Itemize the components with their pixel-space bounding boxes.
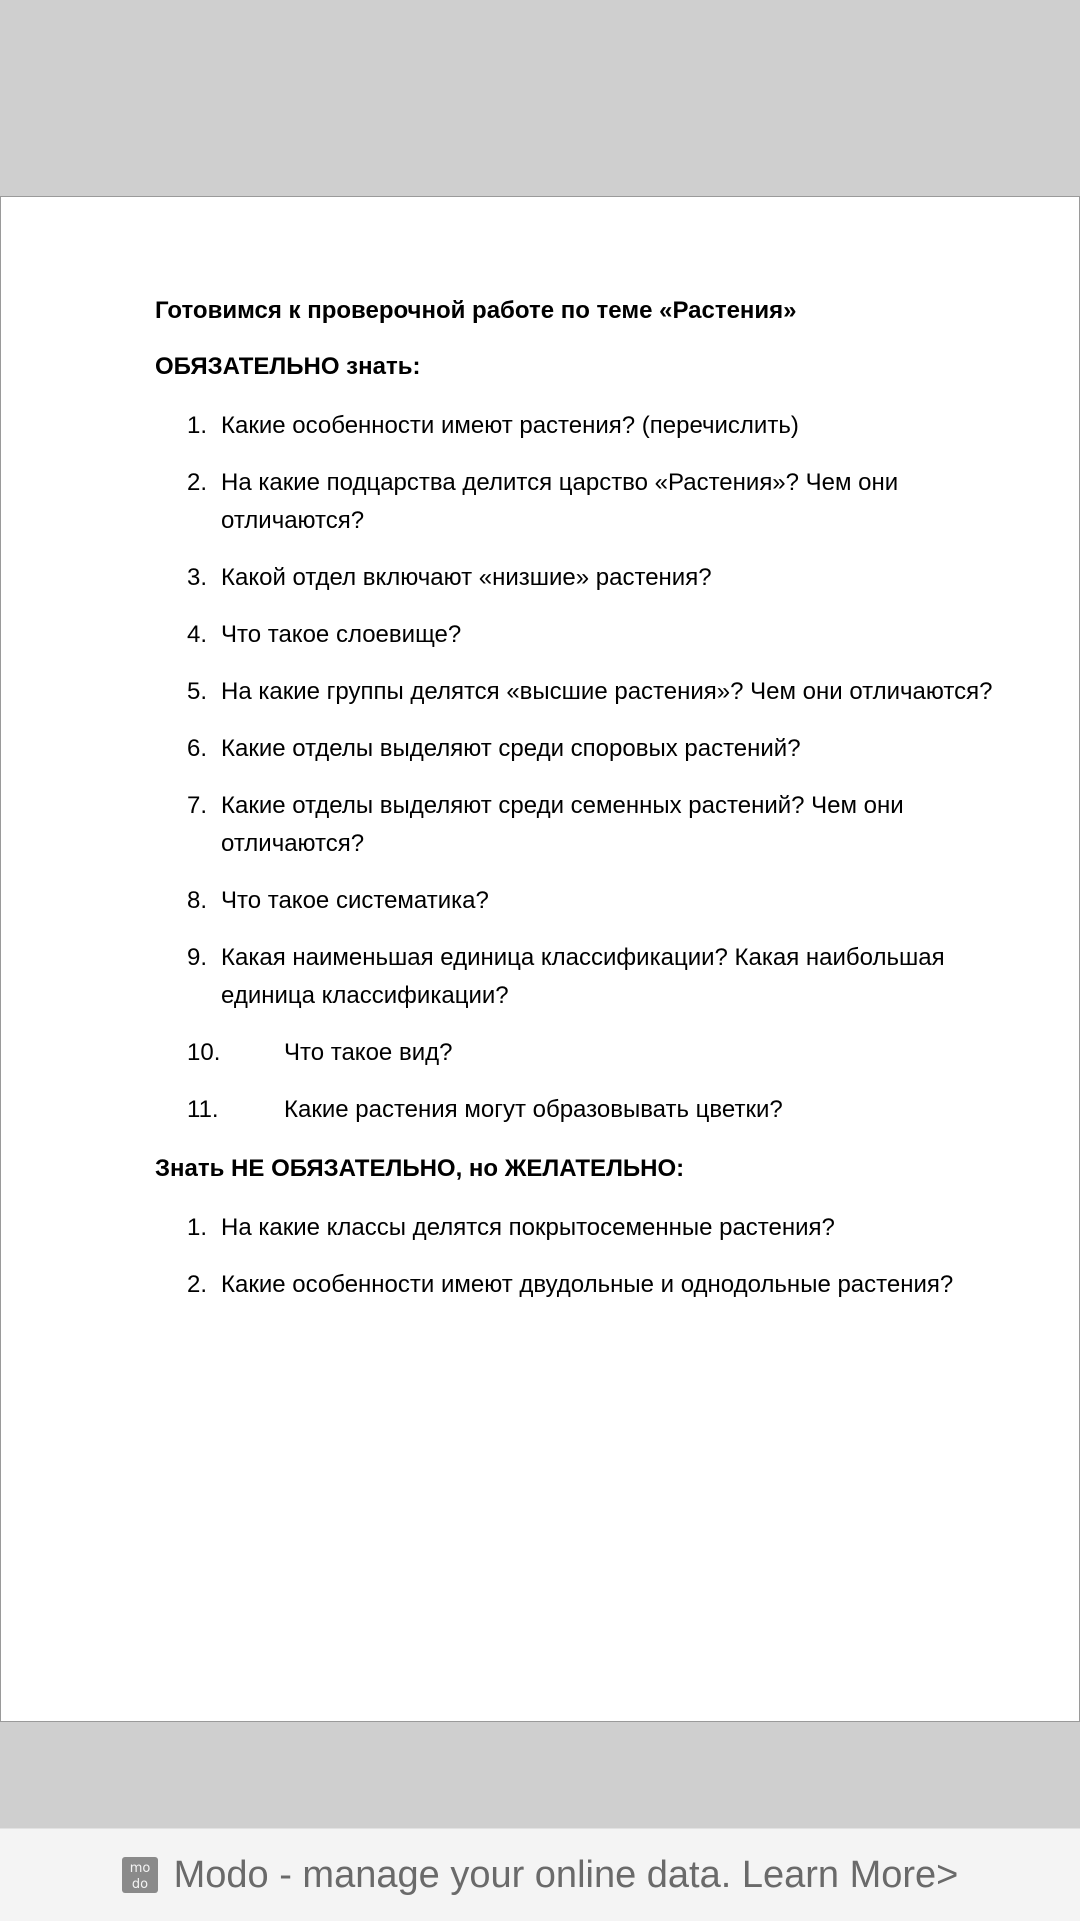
list-item-number: 2.	[187, 1271, 208, 1298]
list-item-text: Какой отдел включают «низшие» растения?	[221, 564, 712, 591]
list-item	[155, 882, 1015, 920]
list-item	[155, 673, 1015, 711]
list-item-text: Какие отделы выделяют среди споровых растений?	[221, 735, 801, 762]
list-item	[155, 787, 1015, 863]
required-list	[155, 407, 1015, 1129]
list-item-text: Какая наименьшая единица классификации? Какая наибольшая единица классификации?	[221, 944, 945, 1009]
list-item	[155, 730, 1015, 768]
list-item-number: 9.	[187, 944, 208, 971]
list-item	[155, 939, 1015, 1015]
list-item-number: 7.	[187, 792, 208, 819]
list-item-text: Какие особенности имеют растения? (перечислить)	[221, 412, 799, 439]
list-item-number: 4.	[187, 621, 208, 648]
list-item-number: 10.	[187, 1039, 221, 1066]
svg-text:mo: mo	[129, 1861, 150, 1876]
list-item	[155, 1266, 1015, 1304]
modo-logo-icon	[122, 1857, 158, 1893]
list-item-text: На какие группы делятся «высшие растения»? Чем они отличаются?	[221, 678, 993, 705]
list-item-text: Какие особенности имеют двудольные и однодольные растения?	[221, 1271, 954, 1298]
list-item	[155, 407, 1015, 445]
optional-section-title: Знать НЕ ОБЯЗАТЕЛЬНО, но ЖЕЛАТЕЛЬНО:	[155, 1155, 685, 1182]
list-item-number: 1.	[187, 412, 208, 439]
list-item-text: На какие подцарства делится царство «Растения»? Чем они отличаются?	[221, 469, 899, 534]
list-item-number: 8.	[187, 887, 208, 914]
banner-learn-more-link[interactable]: Modo - manage your online data. Learn More>	[173, 1853, 959, 1896]
list-item-number: 2.	[187, 469, 208, 496]
list-item-number: 11.	[187, 1096, 219, 1123]
list-item	[155, 1034, 1015, 1072]
required-section-title: ОБЯЗАТЕЛЬНО знать:	[155, 353, 421, 380]
list-item-number: 5.	[187, 678, 208, 705]
list-item-number: 6.	[187, 735, 208, 762]
document-heading: Готовимся к проверочной работе по теме «Растения»	[155, 297, 797, 324]
list-item-text: Что такое вид?	[284, 1039, 453, 1066]
list-item-number: 1.	[187, 1214, 208, 1241]
list-item	[155, 1091, 1015, 1129]
list-item-text: Какие отделы выделяют среди семенных растений? Чем они отличаются?	[221, 792, 904, 857]
list-item-number: 3.	[187, 564, 208, 591]
modo-ad-banner[interactable]	[0, 1828, 1080, 1921]
svg-text:do: do	[131, 1877, 148, 1892]
optional-list	[155, 1209, 1015, 1304]
list-item	[155, 616, 1015, 654]
list-item	[155, 559, 1015, 597]
list-item	[155, 1209, 1015, 1247]
list-item-text: На какие классы делятся покрытосеменные растения?	[221, 1214, 835, 1241]
list-item-text: Что такое слоевище?	[221, 621, 462, 648]
list-item-text: Какие растения могут образовывать цветки?	[284, 1096, 783, 1123]
list-item	[155, 464, 1015, 540]
page-content	[155, 295, 1015, 1304]
list-item-text: Что такое систематика?	[221, 887, 489, 914]
document-page	[0, 196, 1080, 1722]
